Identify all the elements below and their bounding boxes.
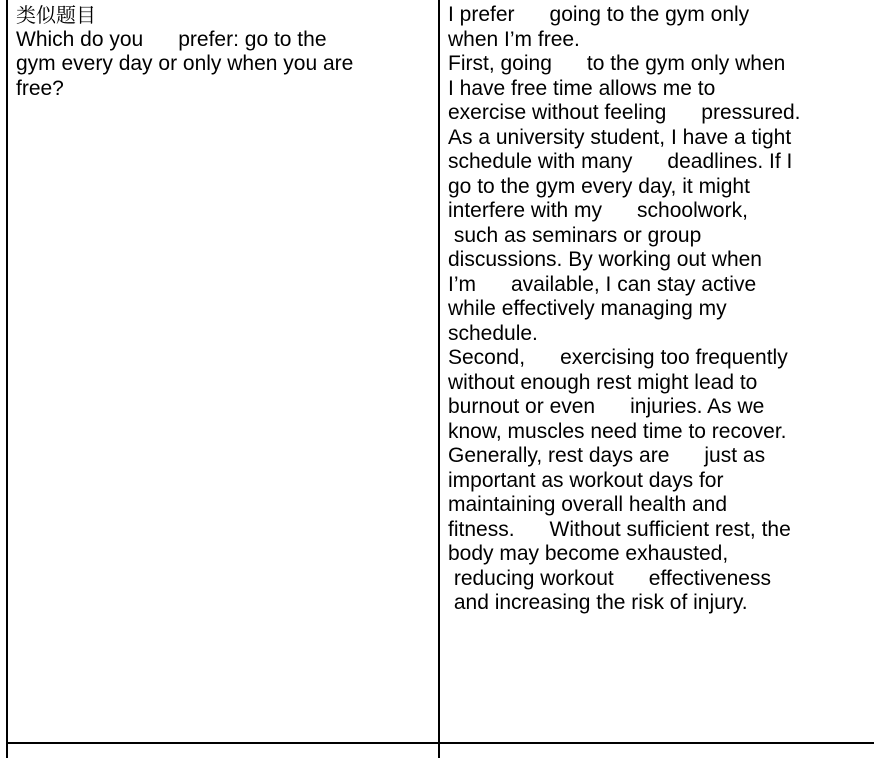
answer-line: As a university student, I have a tight	[448, 125, 792, 149]
similar-question-heading: 类似题目	[16, 3, 96, 27]
answer-line: go to the gym every day, it might	[448, 174, 750, 198]
empty-cell	[439, 743, 874, 758]
answer-line: schedule.	[448, 321, 538, 345]
answer-line: exercise without feeling pressured.	[448, 101, 801, 124]
answer-line: body may become exhausted,	[448, 542, 729, 565]
answer-line: without enough rest might lead to	[448, 370, 758, 394]
answer-cell	[439, 0, 874, 743]
question-line: Which do you prefer: go to the	[16, 27, 327, 51]
answer-line: First, going to the gym only when	[448, 52, 786, 75]
answer-line: discussions. By working out when	[448, 248, 762, 271]
question-text-block	[8, 0, 428, 101]
answer-line: Second, exercising too frequently	[448, 346, 788, 369]
answer-line: important as workout days for	[448, 468, 724, 492]
answer-line: I prefer going to the gym only	[448, 3, 750, 26]
answer-line: fitness. Without sufficient rest, the	[448, 517, 791, 541]
answer-line: and increasing the risk of injury.	[448, 591, 748, 614]
answer-line: schedule with many deadlines. If I	[448, 150, 793, 173]
table-row	[7, 0, 874, 743]
document-table	[6, 0, 874, 758]
answer-line: Generally, rest days are just as	[448, 444, 766, 467]
answer-line: burnout or even injuries. As we	[448, 395, 765, 418]
answer-line: I have free time allows me to	[448, 76, 716, 100]
answer-line: while effectively managing my	[448, 297, 727, 320]
answer-line: interfere with my schoolwork,	[448, 199, 748, 222]
answer-line: such as seminars or group	[448, 223, 702, 247]
answer-line: maintaining overall health and	[448, 493, 728, 516]
answer-line: know, muscles need time to recover.	[448, 419, 787, 443]
answer-line: reducing workout effectiveness	[448, 566, 771, 590]
question-cell	[7, 0, 439, 743]
table-row	[7, 743, 874, 758]
question-line: gym every day or only when you are	[16, 52, 354, 75]
answer-line: when I’m free.	[448, 27, 580, 51]
empty-cell	[7, 743, 439, 758]
answer-line: I’m available, I can stay active	[448, 272, 757, 296]
question-line: free?	[16, 76, 64, 100]
answer-text-block	[440, 0, 872, 616]
